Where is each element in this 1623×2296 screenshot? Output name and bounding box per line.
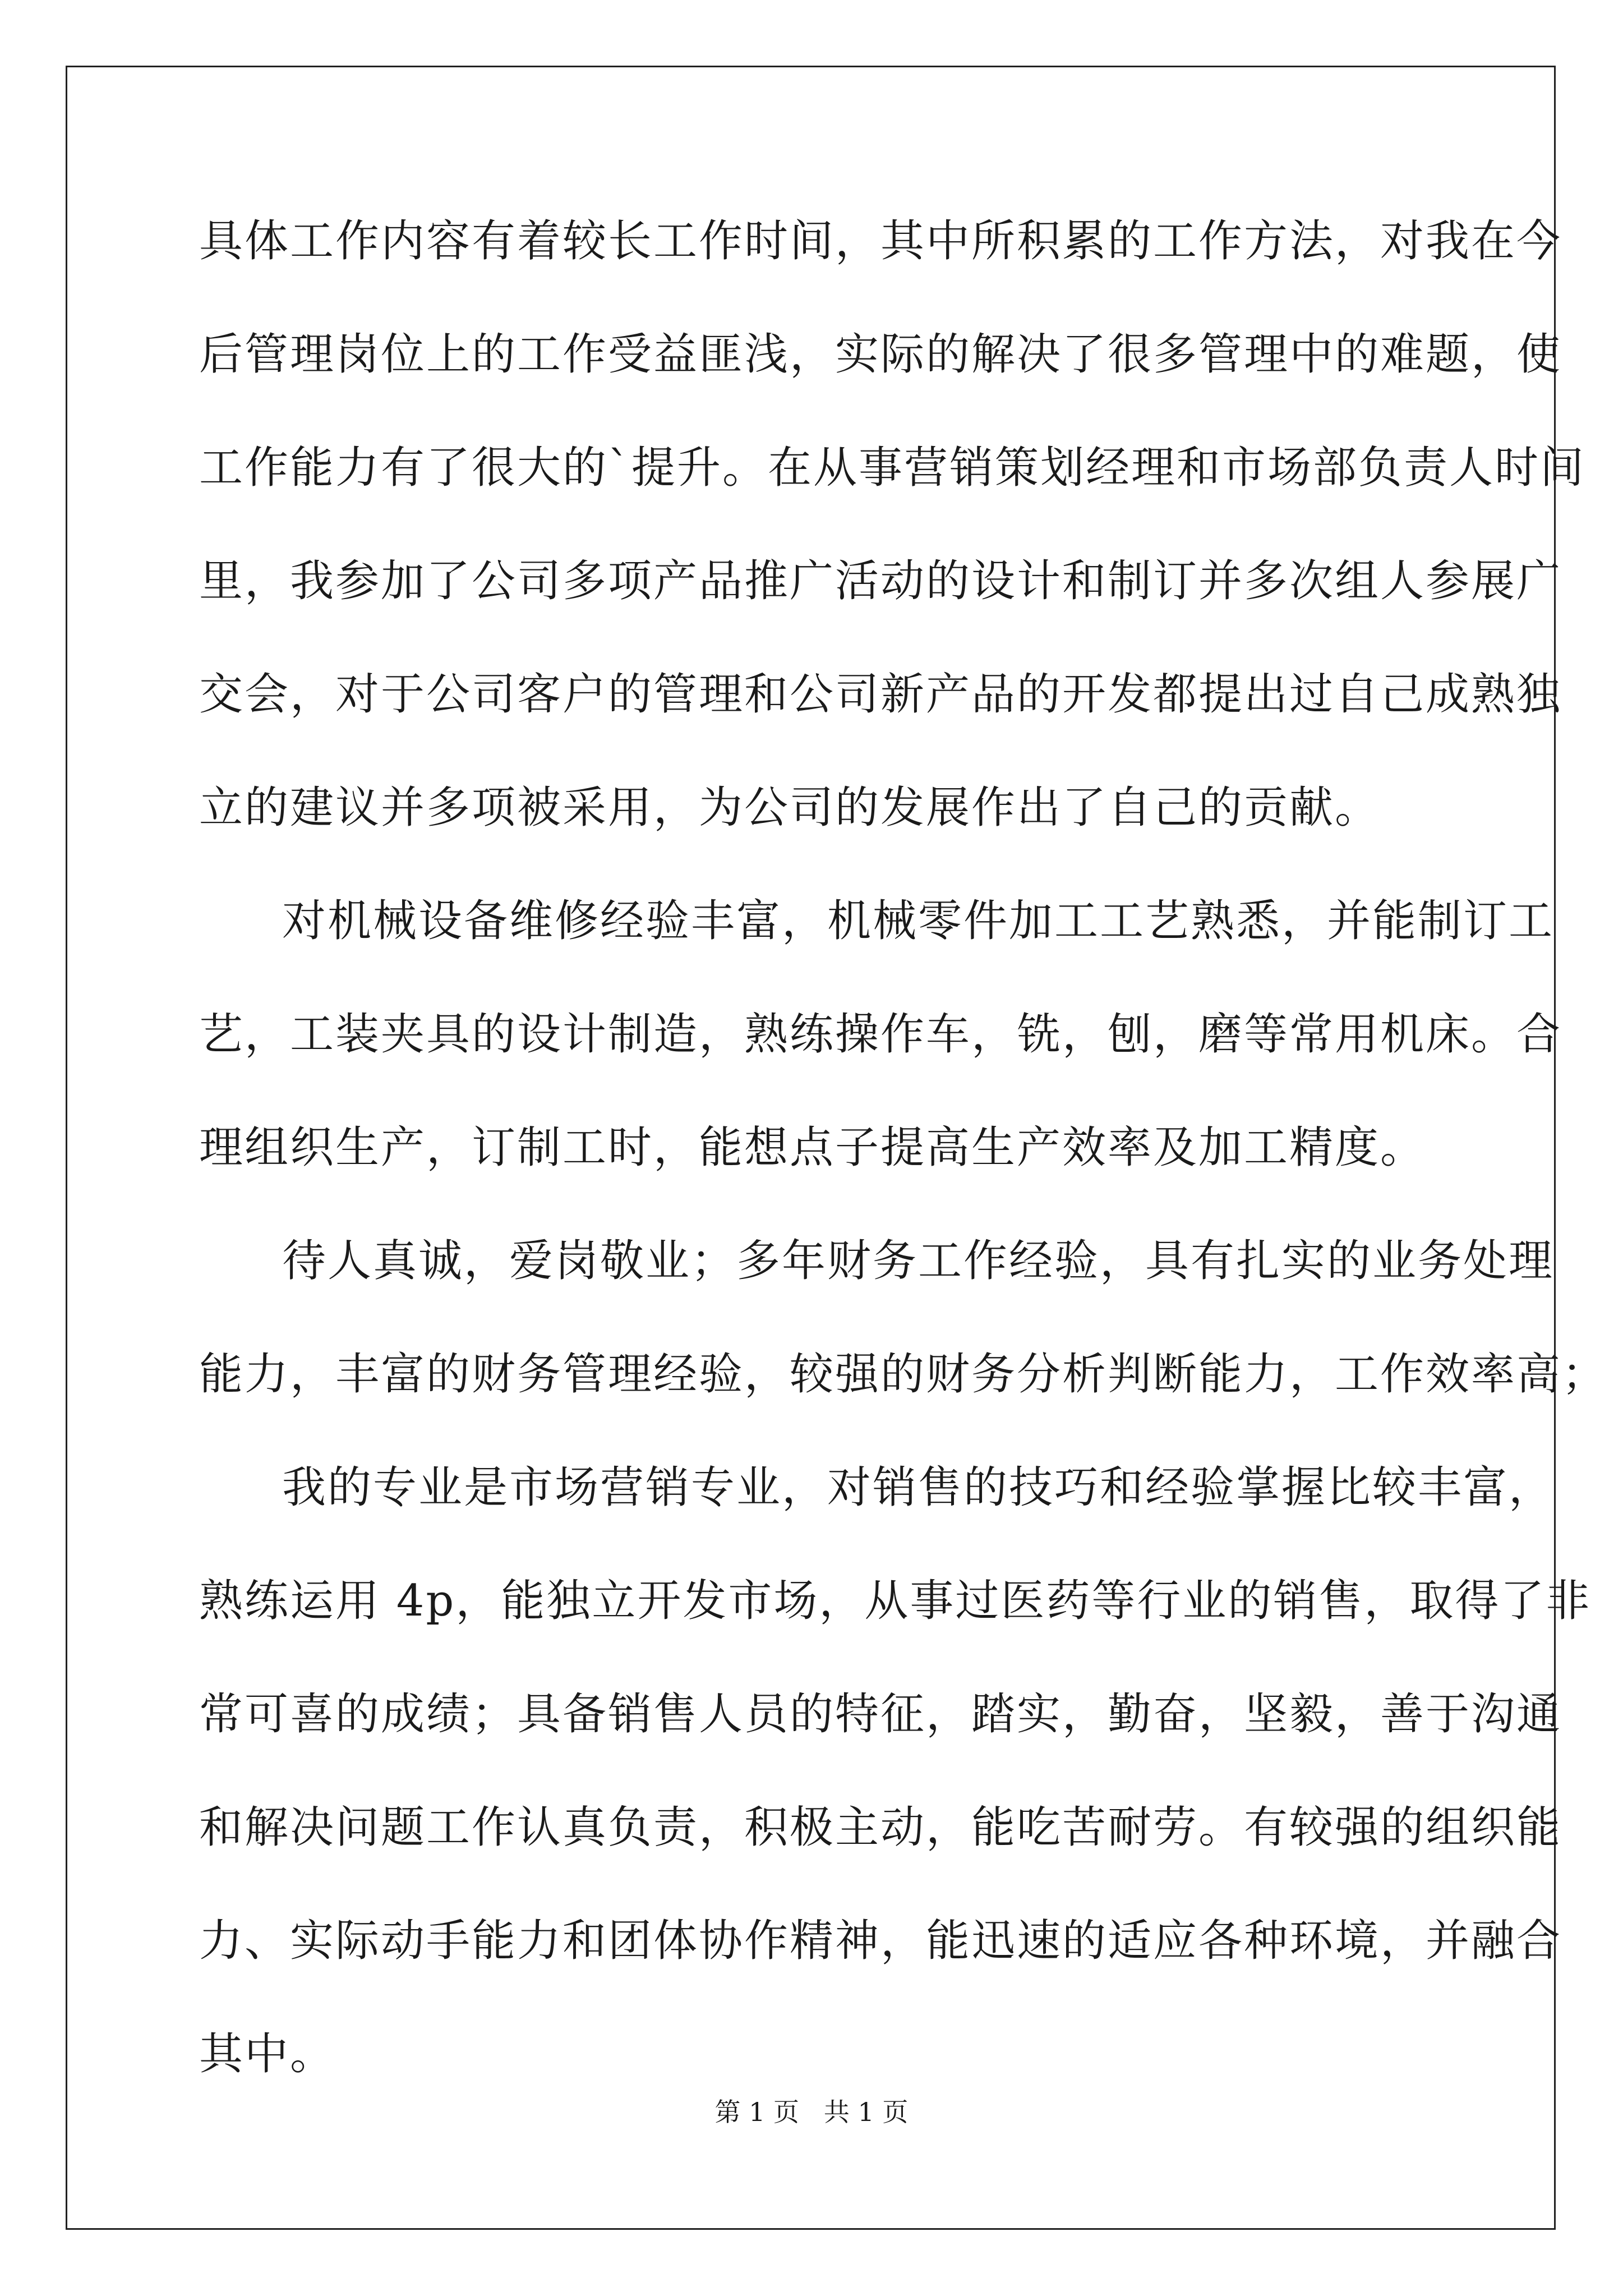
text-line: 具体工作内容有着较长工作时间，其中所积累的工作方法，对我在今 — [199, 216, 1562, 266]
page-number-footer: 第 1 页 共 1 页 — [714, 2097, 909, 2127]
text-line: 和解决问题工作认真负责，积极主动，能吃苦耐劳。有较强的组织能 — [199, 1802, 1562, 1853]
text-line: 能力，丰富的财务管理经验，较强的财务分析判断能力，工作效率高； — [199, 1349, 1608, 1400]
text-line: 工作能力有了很大的`提升。在从事营销策划经理和市场部负责人时间 — [199, 443, 1586, 493]
paragraph — [199, 882, 1562, 1222]
text-line: 里，我参加了公司多项产品推广活动的设计和制订并多次组人参展广 — [199, 556, 1562, 606]
text-line: 熟练运用 4p，能独立开发市场，从事过医药等行业的销售，取得了非 — [199, 1576, 1592, 1626]
text-line: 立的建议并多项被采用，为公司的发展作出了自己的贡献。 — [199, 783, 1381, 833]
text-line: 对机械设备维修经验丰富，机械零件加工工艺熟悉，并能制订工 — [282, 896, 1555, 946]
text-line: 其中。 — [199, 2029, 336, 2079]
text-line: 待人真诚，爱岗敬业；多年财务工作经验，具有扎实的业务处理 — [282, 1236, 1555, 1286]
text-line: 常可喜的成绩；具备销售人员的特征，踏实，勤奋，坚毅，善于沟通 — [199, 1689, 1562, 1740]
document-body — [199, 202, 1608, 2128]
paragraph — [199, 1448, 1592, 2128]
paragraph — [199, 1222, 1608, 1448]
text-line: 我的专业是市场营销专业，对销售的技巧和经验掌握比较丰富， — [282, 1462, 1555, 1513]
text-line: 艺，工装夹具的设计制造，熟练操作车，铣，刨，磨等常用机床。合 — [199, 1009, 1562, 1060]
text-line: 后管理岗位上的工作受益匪浅，实际的解决了很多管理中的难题，使 — [199, 329, 1562, 380]
text-line: 力、实际动手能力和团体协作精神，能迅速的适应各种环境，并融合 — [199, 1916, 1562, 1966]
text-line: 交会，对于公司客户的管理和公司新产品的开发都提出过自己成熟独 — [199, 669, 1562, 720]
paragraph — [199, 202, 1586, 882]
text-line: 理组织生产，订制工时，能想点子提高生产效率及加工精度。 — [199, 1122, 1426, 1173]
